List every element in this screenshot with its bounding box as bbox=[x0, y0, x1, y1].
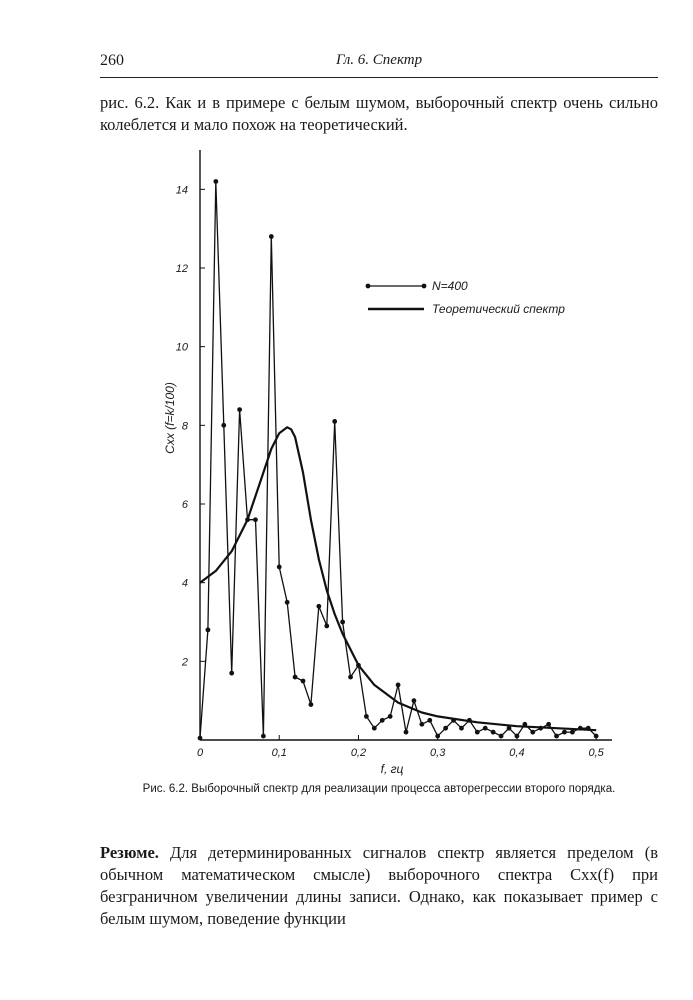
sample-spectrum-point bbox=[364, 714, 369, 719]
sample-spectrum-point bbox=[285, 600, 290, 605]
sample-spectrum-point bbox=[562, 730, 567, 735]
summary-heading: Резюме. bbox=[100, 843, 159, 862]
sample-spectrum-line bbox=[200, 182, 596, 739]
x-tick-label: 0,1 bbox=[271, 747, 287, 759]
sample-spectrum-point bbox=[396, 683, 401, 688]
sample-spectrum-point bbox=[301, 679, 306, 684]
sample-spectrum-point bbox=[253, 517, 258, 522]
sample-spectrum-point bbox=[570, 730, 575, 735]
sample-spectrum-point bbox=[372, 726, 377, 731]
sample-spectrum-point bbox=[435, 734, 440, 739]
sample-spectrum-point bbox=[443, 726, 448, 731]
y-tick-label: 12 bbox=[175, 263, 188, 275]
sample-spectrum-point bbox=[546, 722, 551, 727]
y-tick-label: 8 bbox=[181, 420, 188, 433]
sample-spectrum-point bbox=[459, 726, 464, 731]
sample-spectrum-point bbox=[206, 627, 211, 632]
x-tick-label: 0 bbox=[196, 747, 204, 759]
sample-spectrum-point bbox=[380, 718, 385, 723]
x-tick-label: 0,2 bbox=[350, 747, 367, 759]
summary-paragraph bbox=[100, 842, 658, 930]
sample-spectrum-point bbox=[277, 565, 282, 570]
chart-series bbox=[198, 179, 599, 740]
sample-spectrum-point bbox=[261, 734, 266, 739]
x-axis-label: f, гц bbox=[380, 762, 404, 776]
sample-spectrum-point bbox=[594, 734, 599, 739]
legend-sample-marker bbox=[366, 284, 371, 289]
sample-spectrum-point bbox=[483, 726, 488, 731]
x-tick-label: 0,3 bbox=[430, 747, 446, 759]
sample-spectrum-point bbox=[293, 675, 298, 680]
sample-spectrum-point bbox=[419, 722, 424, 727]
legend-sample-marker bbox=[422, 284, 427, 289]
sample-spectrum-point bbox=[554, 734, 559, 739]
body-text-top: рис. 6.2. Как и в примере с белым шумом, выборочный спектр очень сильно колеблется и мало похож на теоретический. bbox=[100, 93, 658, 134]
sample-spectrum-point bbox=[237, 407, 242, 412]
sample-spectrum-point bbox=[427, 718, 432, 723]
sample-spectrum-point bbox=[324, 624, 329, 629]
sample-spectrum-point bbox=[340, 620, 345, 625]
x-tick-label: 0,5 bbox=[588, 747, 604, 759]
page-number: 260 bbox=[100, 52, 124, 69]
y-tick-label: 10 bbox=[175, 341, 188, 354]
sample-spectrum-point bbox=[221, 423, 226, 428]
y-axis-label: Cxx (f=k/100) bbox=[163, 382, 177, 454]
sample-spectrum-point bbox=[388, 714, 393, 719]
chart-legend bbox=[366, 279, 566, 316]
sample-spectrum-point bbox=[475, 730, 480, 735]
chart-axes bbox=[200, 150, 612, 740]
sample-spectrum-point bbox=[404, 730, 409, 735]
running-title: Гл. 6. Спектр bbox=[336, 52, 423, 68]
summary-text: Для детерминированных сигналов спектр является пределом (в обычном математическом смысле) выборочного спектра Cxx(f) при безграничном увеличении длины записи. Однако, как показывает пример с белым шумом, поведение функции bbox=[100, 843, 658, 928]
y-tick-label: 2 bbox=[181, 656, 188, 669]
sample-spectrum-point bbox=[229, 671, 234, 676]
x-tick-label: 0,4 bbox=[509, 747, 525, 759]
chart-ticks bbox=[176, 184, 605, 759]
sample-spectrum-point bbox=[316, 604, 321, 609]
sample-spectrum-point bbox=[213, 179, 218, 184]
sample-spectrum-point bbox=[198, 736, 203, 741]
y-tick-label: 6 bbox=[181, 499, 188, 511]
y-tick-label: 4 bbox=[181, 577, 188, 590]
sample-spectrum-point bbox=[515, 734, 520, 739]
sample-spectrum-point bbox=[309, 702, 314, 707]
y-tick-label: 14 bbox=[175, 184, 188, 197]
sample-spectrum-point bbox=[412, 698, 417, 703]
sample-spectrum-point bbox=[348, 675, 353, 680]
sample-spectrum-point bbox=[332, 419, 337, 424]
legend-theory-label: Теоретический спектр bbox=[432, 302, 565, 316]
sample-spectrum-point bbox=[269, 234, 274, 239]
sample-spectrum-point bbox=[499, 734, 504, 739]
figure-caption: Рис. 6.2. Выборочный спектр для реализации процесса авторегрессии второго порядка. bbox=[142, 783, 616, 795]
sample-spectrum-point bbox=[530, 730, 535, 735]
sample-spectrum-point bbox=[491, 730, 496, 735]
legend-sample-label: N=400 bbox=[432, 279, 468, 293]
